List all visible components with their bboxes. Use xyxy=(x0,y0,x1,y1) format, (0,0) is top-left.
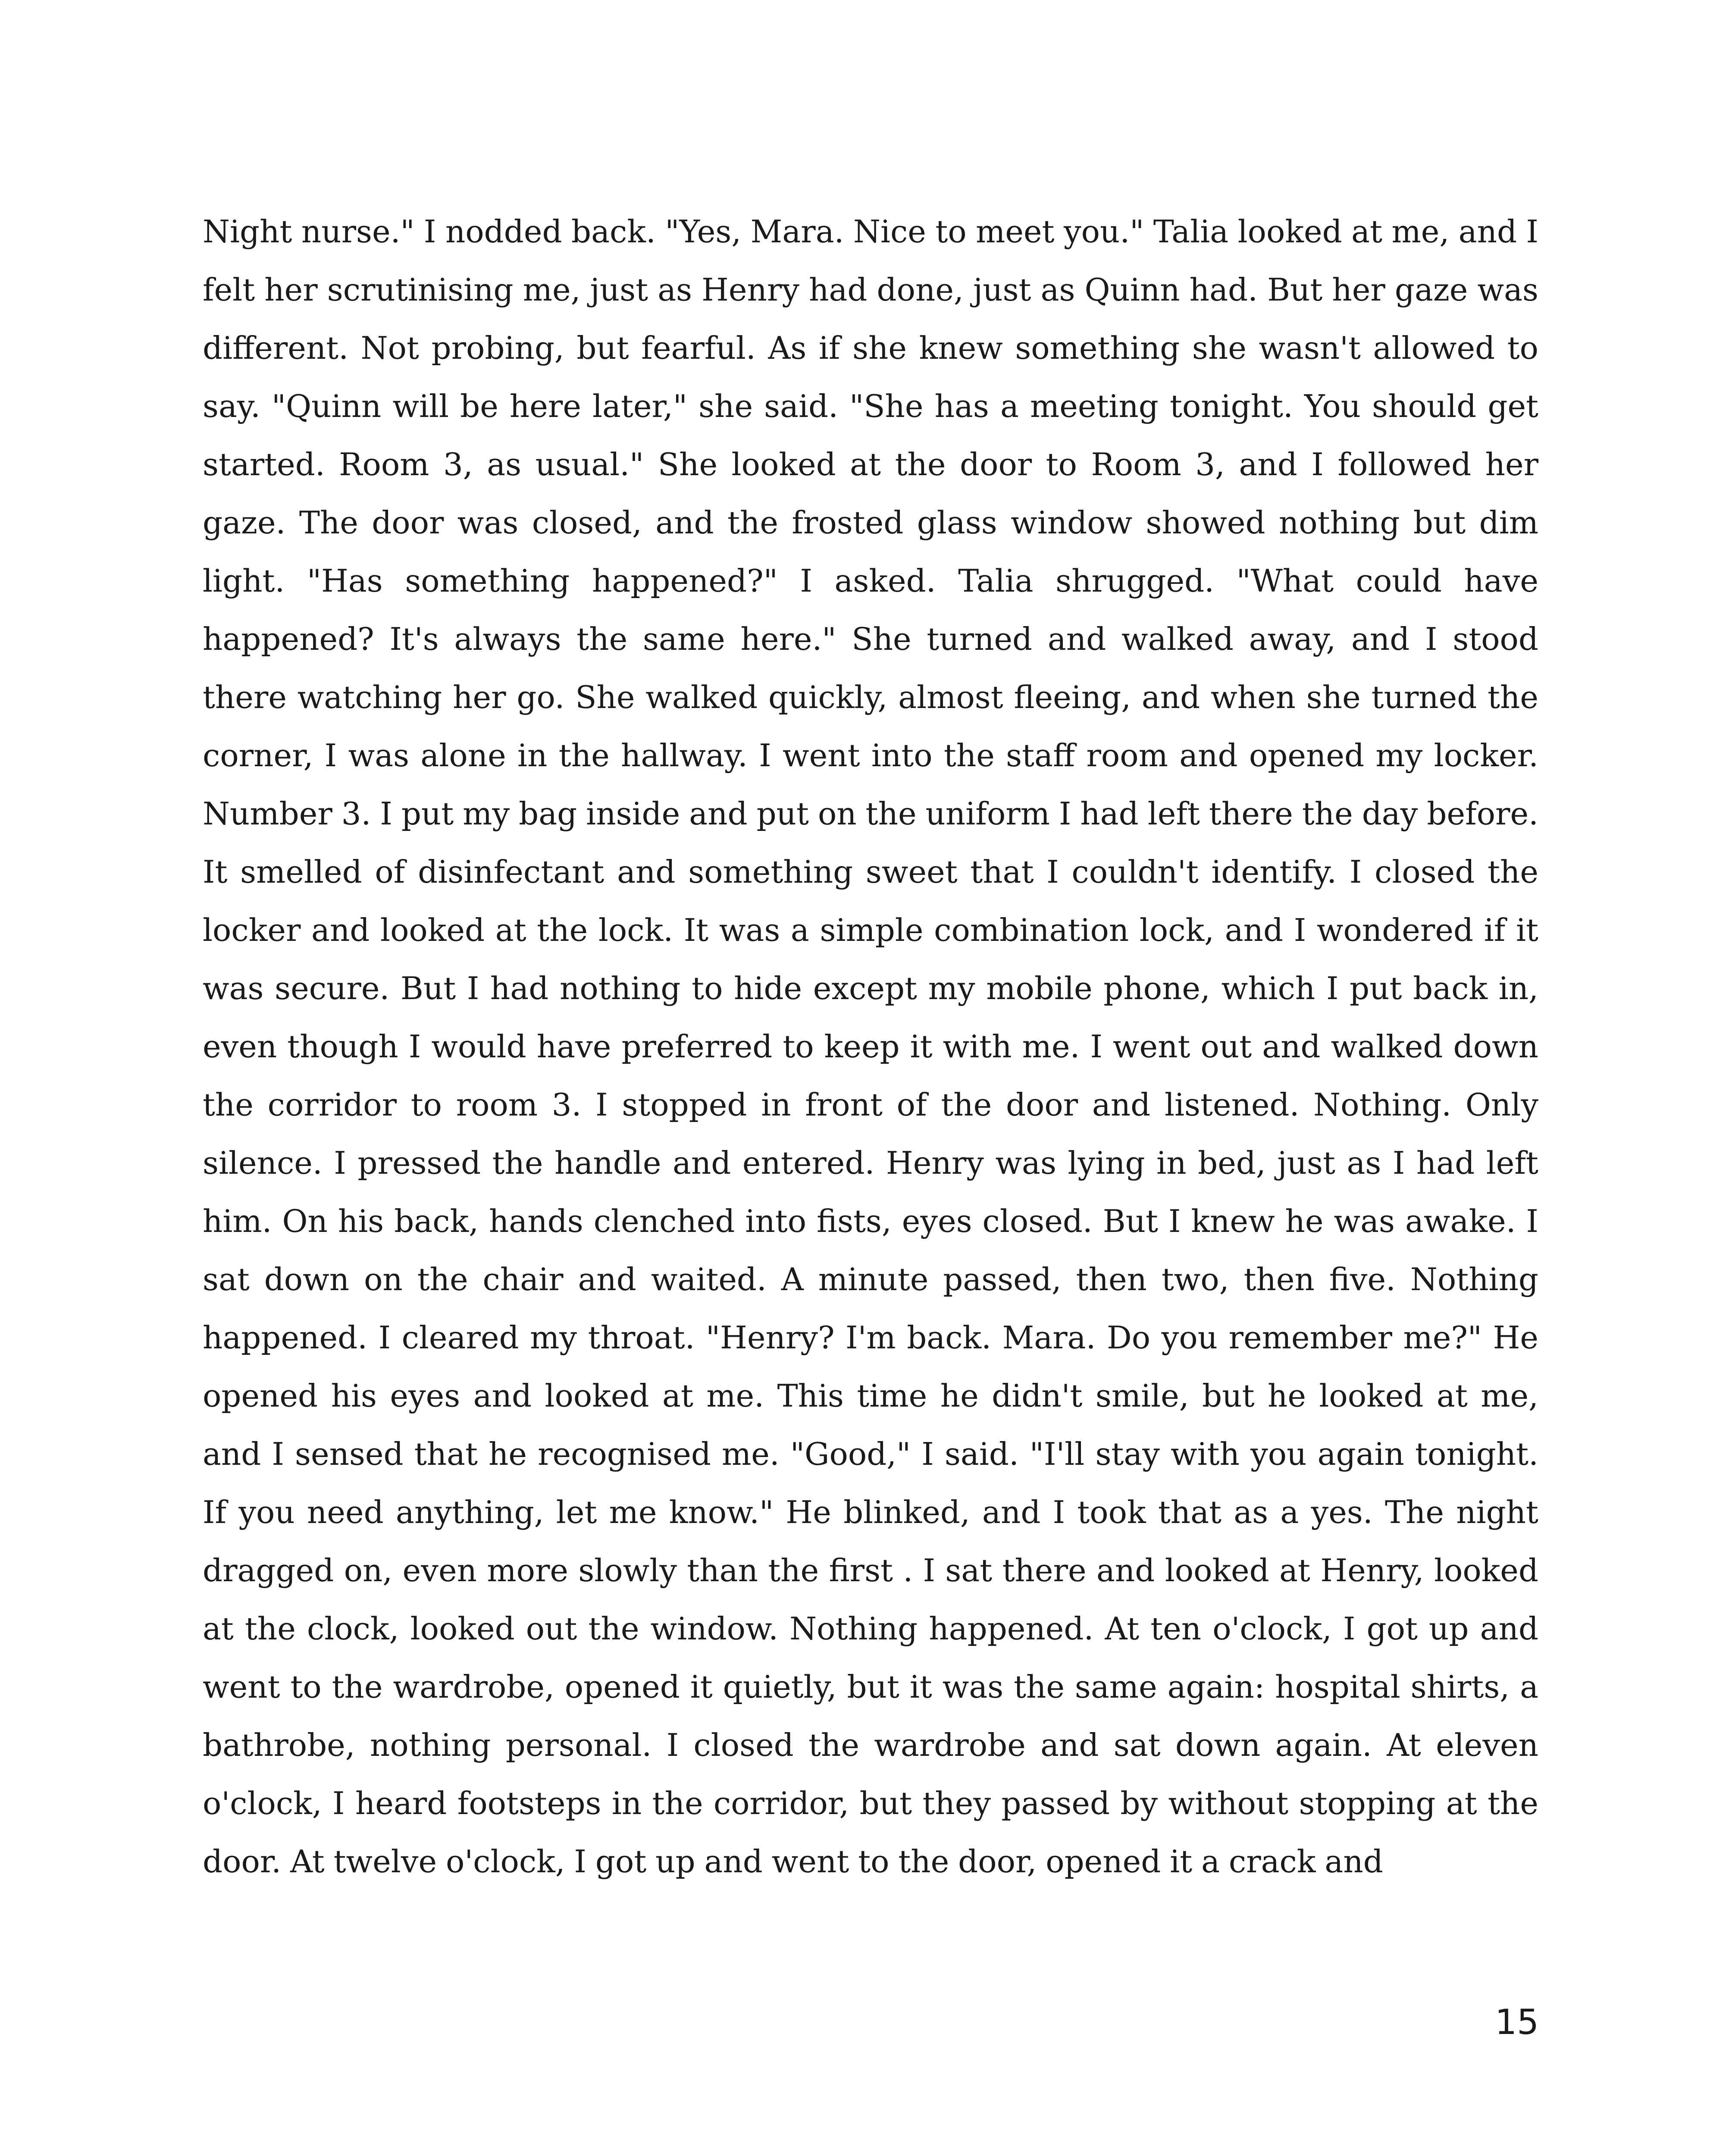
body-paragraph: Night nurse." I nodded back. "Yes, Mara. Nice to meet you." Talia looked at me, and I felt her scrutinising me, just as Henry had done, just as Quinn had. But her gaze was different. Not probing, but fearful. As if she knew something she wasn't allowed to say. "Quinn will be here later," she said. "She has a meeting tonight. You should get started. Room 3, as usual." She looked at the door to Room 3, and I followed her gaze. The door was closed, and the frosted glass window showed nothing but dim light. "Has something happened?" I asked. Talia shrugged. "What could have happened? It's always the same here." She turned and walked away, and I stood there watching her go. She walked quickly, almost fleeing, and when she turned the corner, I was alone in the hallway. I went into the staff room and opened my locker. Number 3. I put my bag inside and put on the uniform I had left there the day before. It smelled of disinfectant and something sweet that I couldn't identify. I closed the locker and looked at the lock. It was a simple combination lock, and I wondered if it was secure. But I had nothing to hide except my mobile phone, which I put back in, even though I would have preferred to keep it with me. I went out and walked down the corridor to room 3. I stopped in front of the door and listened. Nothing. Only silence. I pressed the handle and entered. Henry was lying in bed, just as I had left him. On his back, hands clenched into fists, eyes closed. But I knew he was awake. I sat down on the chair and waited. A minute passed, then two, then five. Nothing happened. I cleared my throat. "Henry? I'm back. Mara. Do you remember me?" He opened his eyes and looked at me. This time he didn't smile, but he looked at me, and I sensed that he recognised me. "Good," I said. "I'll stay with you again tonight. If you need anything, let me know." He blinked, and I took that as a yes. The night dragged on, even more slowly than the first . I sat there and looked at Henry, looked at the clock, looked out the window. Nothing happened. At ten o'clock, I got up and went to the wardrobe, opened it quietly, but it was the same again: hospital shirts, a bathrobe, nothing personal. I closed the wardrobe and sat down again. At eleven o'clock, I heard footsteps in the corridor, but they passed by without stopping at the door. At twelve o'clock, I got up and went to the door, opened it a crack and xyxy=(203,213,1538,1880)
page-number: 15 xyxy=(1495,2002,1539,2042)
